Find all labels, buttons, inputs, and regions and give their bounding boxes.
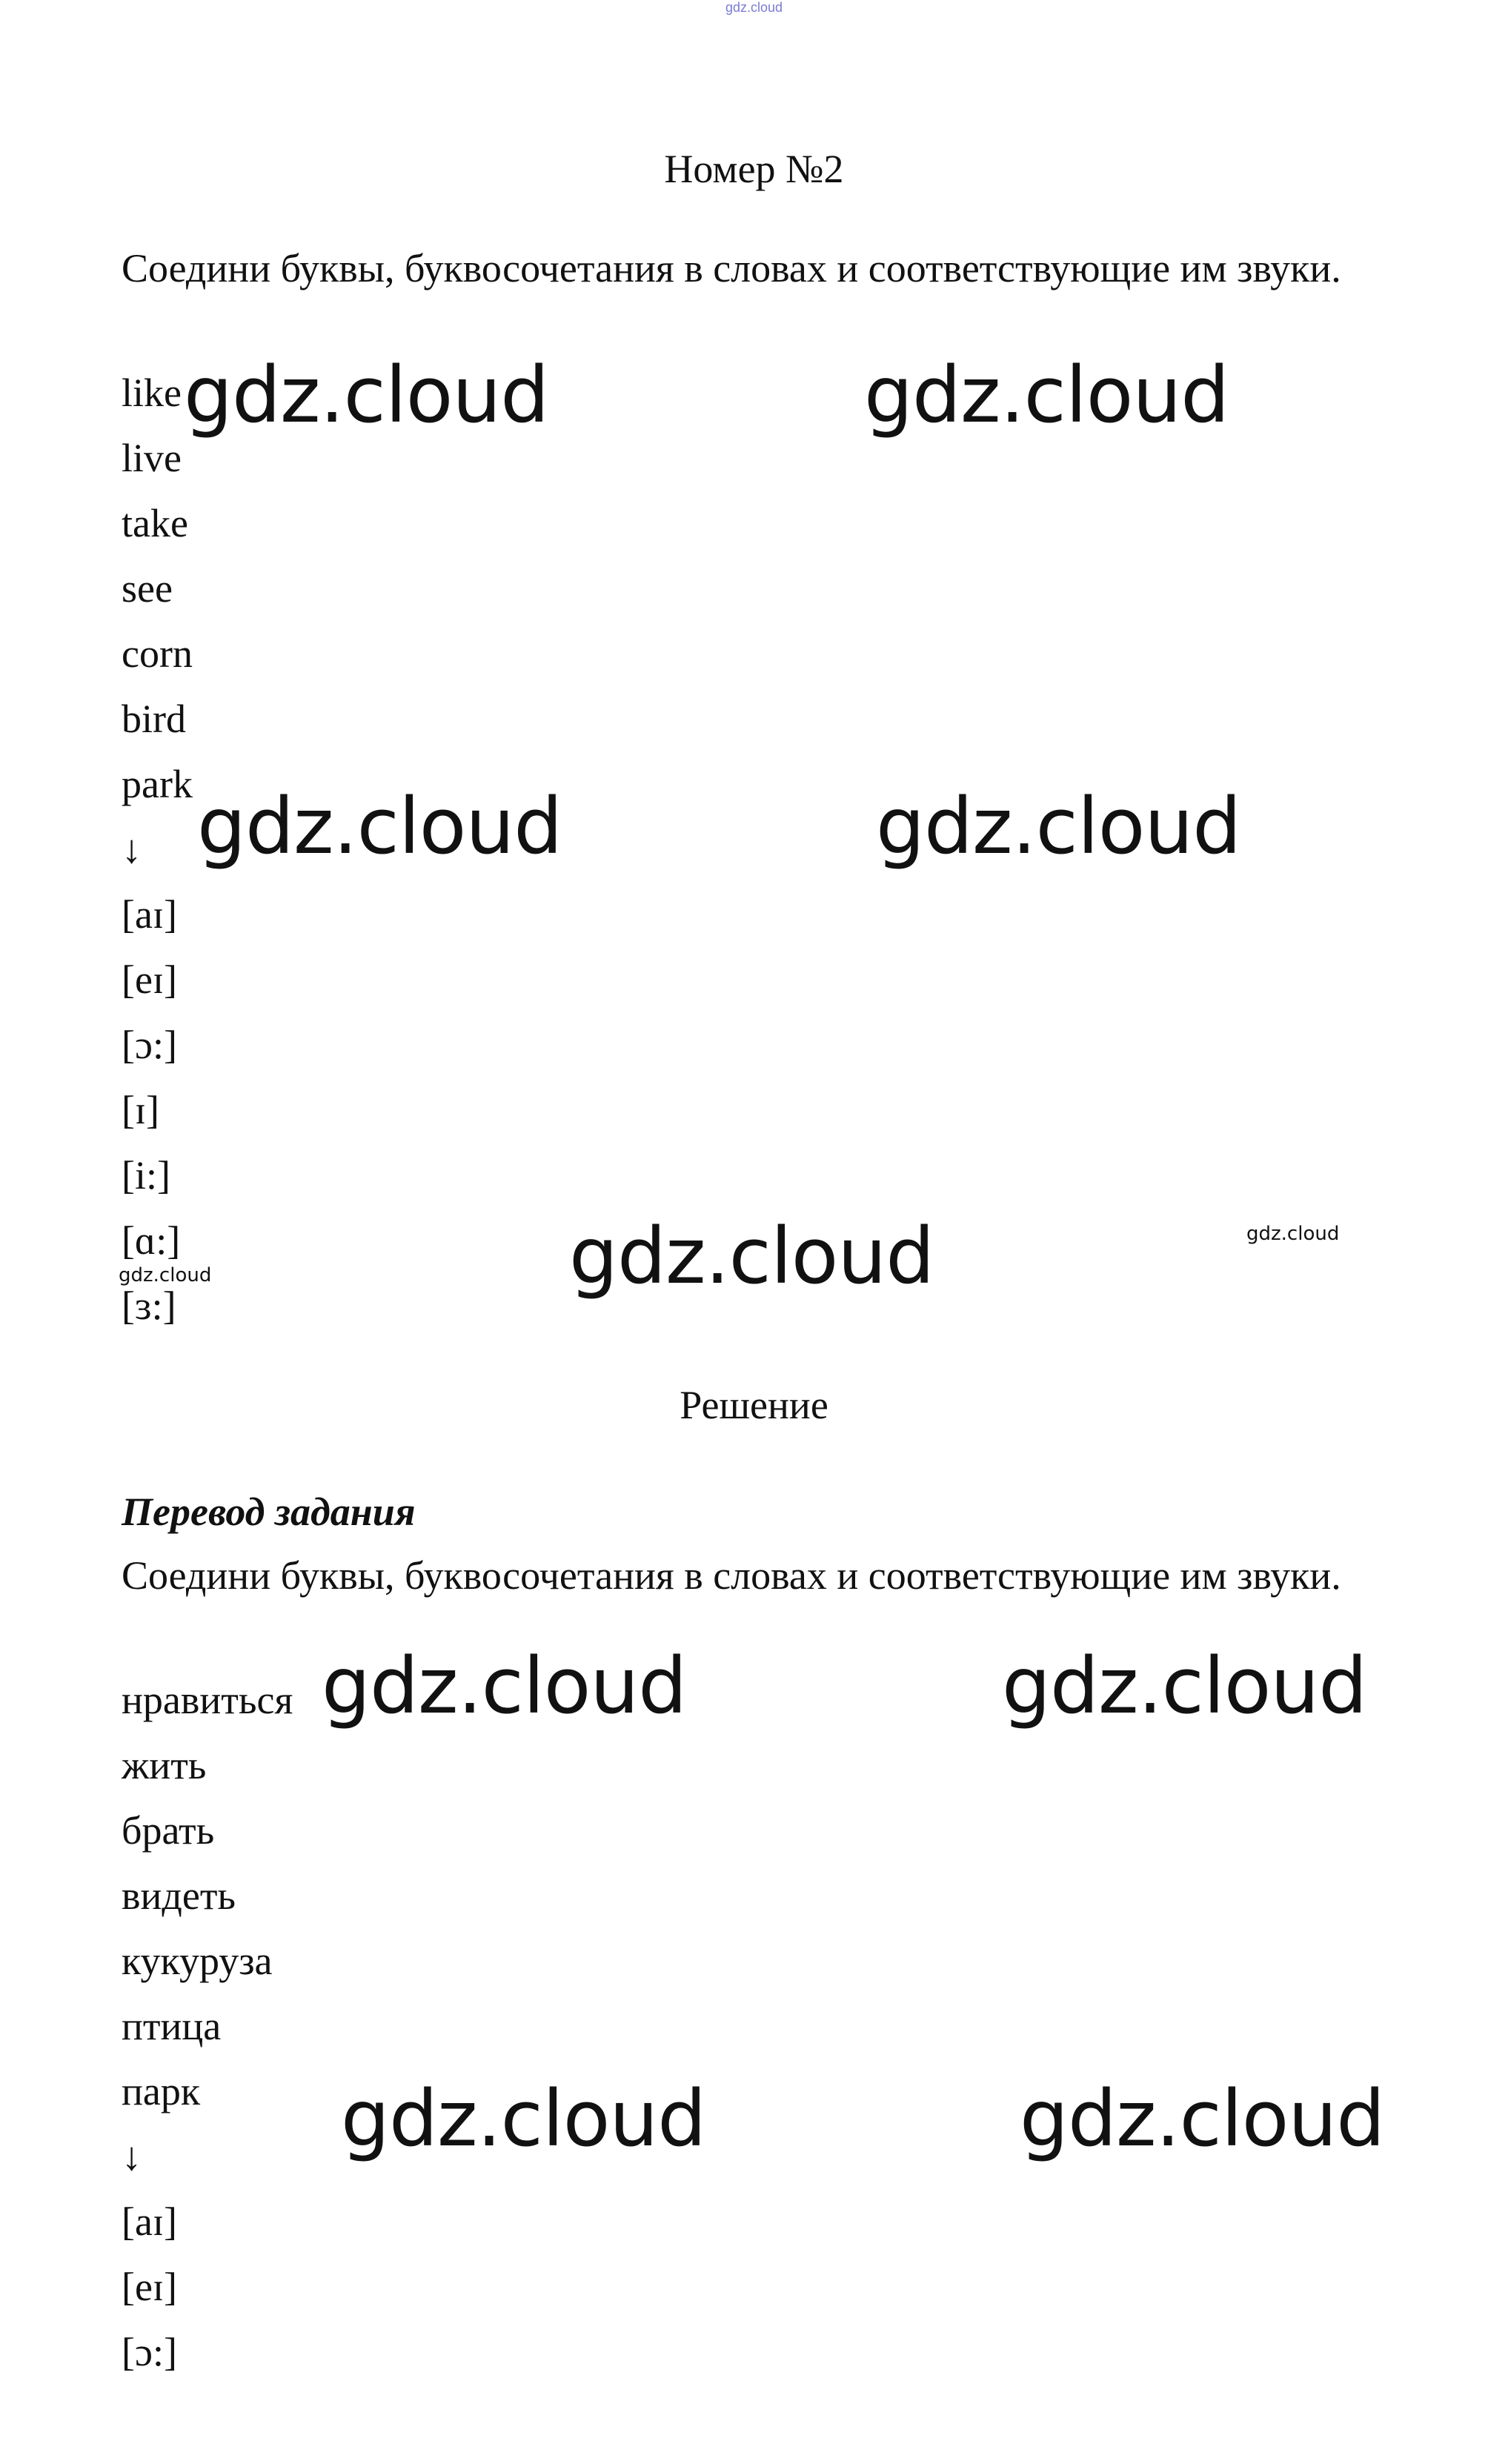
watermark: gdz.cloud — [1002, 1641, 1367, 1731]
sound-item: [ɑ:] — [122, 1218, 181, 1263]
sound-item: [ɜ:] — [122, 1284, 176, 1328]
word-item: птица — [122, 2004, 222, 2048]
solution-instruction: Соедини буквы, буквосочетания в словах и соответствующие им звуки. — [122, 1553, 1341, 1598]
sound-item: [ɪ] — [122, 1088, 159, 1132]
sound-item: [i:] — [122, 1153, 170, 1198]
watermark: gdz.cloud — [341, 2073, 706, 2164]
sound-item: [eɪ] — [122, 2265, 177, 2309]
watermark: gdz.cloud — [1020, 2073, 1385, 2164]
sound-item: [aɪ] — [122, 2199, 177, 2244]
watermark: gdz.cloud — [197, 781, 562, 871]
task-title: Номер №2 — [664, 147, 844, 191]
down-arrow: ↓ — [122, 2134, 142, 2179]
watermark: gdz.cloud — [876, 781, 1241, 871]
word-item: парк — [122, 2069, 201, 2113]
down-arrow: ↓ — [122, 827, 142, 871]
task-word-list — [122, 360, 193, 1338]
solution-title: Решение — [680, 1383, 828, 1427]
word-item: park — [122, 762, 193, 806]
task-instruction: Соедини буквы, буквосочетания в словах и соответствующие им звуки. — [122, 246, 1341, 290]
sound-item: [ɔ:] — [122, 1023, 177, 1067]
word-item: видеть — [122, 1873, 236, 1918]
word-item: кукуруза — [122, 1939, 273, 1983]
word-item: take — [122, 501, 188, 545]
sound-item: [ɔ:] — [122, 2330, 177, 2374]
word-item: live — [122, 436, 182, 480]
word-item: нравиться — [122, 1678, 293, 1722]
watermark-small: gdz.cloud — [119, 1264, 212, 1286]
word-item: жить — [122, 1743, 207, 1787]
translation-heading: Перевод задания — [122, 1490, 416, 1534]
word-item: see — [122, 566, 173, 611]
solution-word-list — [122, 1667, 293, 2385]
word-item: bird — [122, 697, 186, 741]
word-item: like — [122, 371, 182, 415]
watermark-small: gdz.cloud — [1246, 1223, 1340, 1245]
word-item: corn — [122, 631, 193, 676]
watermark: gdz.cloud — [184, 350, 549, 440]
sound-item: [eɪ] — [122, 957, 177, 1002]
watermark: gdz.cloud — [569, 1211, 934, 1301]
top-watermark: gdz.cloud — [725, 0, 783, 15]
watermark: gdz.cloud — [864, 350, 1229, 440]
sound-item: [aɪ] — [122, 892, 177, 937]
watermark: gdz.cloud — [322, 1641, 687, 1731]
word-item: брать — [122, 1808, 215, 1853]
